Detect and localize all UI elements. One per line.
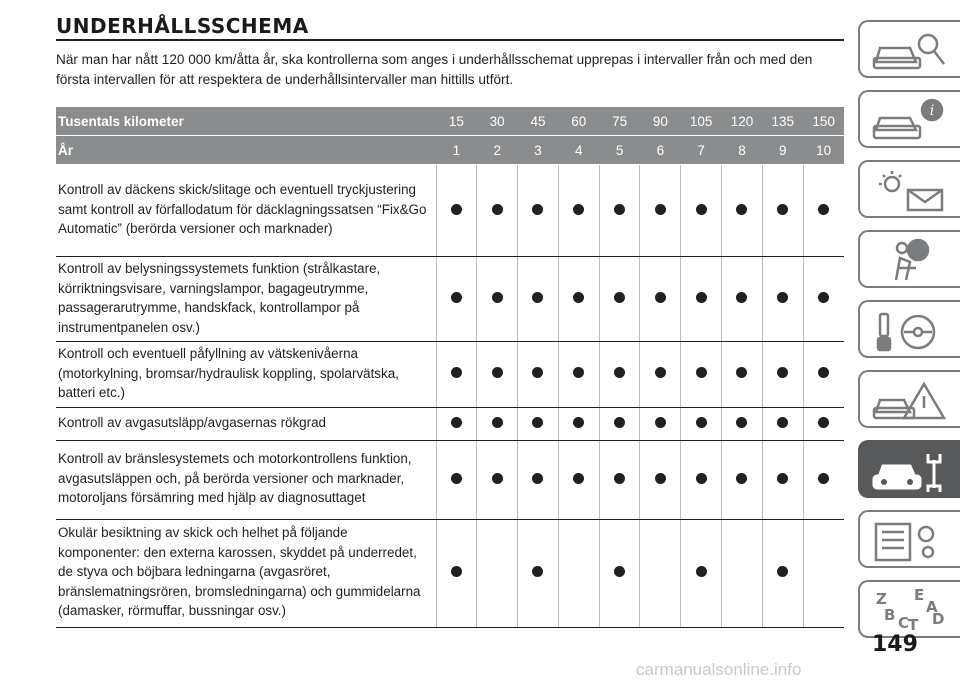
interval-cell	[436, 440, 477, 519]
interval-cell	[477, 519, 518, 627]
check-dot	[655, 473, 666, 484]
check-dot	[573, 417, 584, 428]
table-row	[56, 407, 844, 440]
check-description: Kontroll av bränslesystemets och motorkontrollens funktion, avgasutsläppen och, på berörda versioner och marknader, motoroljans försämring med hjälp av diagnosuttaget	[56, 440, 436, 519]
interval-cell	[518, 257, 559, 342]
interval-cell	[436, 519, 477, 627]
interval-cell	[518, 407, 559, 440]
interval-cell	[803, 342, 844, 408]
interval-cell	[803, 257, 844, 342]
check-dot	[777, 417, 788, 428]
check-dot	[818, 367, 829, 378]
check-dot	[777, 367, 788, 378]
check-dot	[818, 292, 829, 303]
check-description: Kontroll av belysningssystemets funktion (strålkastare, körriktningsvisare, varningslampor, bagageutrymme, passagerarutrymme, handskfack, kontrollampor på instrumentpanelen osv.)	[56, 257, 436, 342]
check-dot	[532, 367, 543, 378]
interval-cell	[436, 407, 477, 440]
interval-cell	[681, 407, 722, 440]
svg-text:Z: Z	[876, 590, 887, 608]
interval-cell	[558, 440, 599, 519]
check-dot	[655, 292, 666, 303]
check-dot	[492, 473, 503, 484]
chapter-tab[interactable]	[858, 370, 960, 428]
interval-cell	[722, 257, 763, 342]
check-dot	[492, 204, 503, 215]
check-dot	[777, 204, 788, 215]
page-number: 149	[872, 632, 918, 657]
interval-cell	[681, 257, 722, 342]
check-dot	[614, 566, 625, 577]
svg-text:E: E	[914, 588, 925, 604]
interval-cell	[722, 519, 763, 627]
interval-cell	[803, 165, 844, 257]
chapter-tab[interactable]	[858, 230, 960, 288]
chapter-tab[interactable]	[858, 160, 960, 218]
interval-cell	[436, 165, 477, 257]
km-header-cell: 90	[640, 107, 681, 136]
chapter-tab[interactable]	[858, 90, 960, 148]
chapter-tab[interactable]	[858, 20, 960, 78]
check-dot	[655, 367, 666, 378]
year-header-cell: 3	[518, 136, 559, 165]
interval-cell	[477, 440, 518, 519]
year-header-cell: 2	[477, 136, 518, 165]
interval-cell	[640, 165, 681, 257]
year-header-cell: 5	[599, 136, 640, 165]
check-dot	[492, 417, 503, 428]
check-dot	[655, 417, 666, 428]
svg-text:D: D	[932, 610, 945, 628]
chapter-tab[interactable]	[858, 510, 960, 568]
km-header-cell: 135	[762, 107, 803, 136]
interval-cell	[762, 257, 803, 342]
check-dot	[532, 204, 543, 215]
interval-cell	[762, 165, 803, 257]
interval-cell	[681, 165, 722, 257]
year-header-cell: 7	[681, 136, 722, 165]
km-header-cell: 150	[803, 107, 844, 136]
check-dot	[614, 473, 625, 484]
interval-cell	[599, 407, 640, 440]
interval-cell	[558, 165, 599, 257]
year-header-cell: 1	[436, 136, 477, 165]
check-dot	[777, 292, 788, 303]
check-dot	[492, 367, 503, 378]
check-dot	[818, 473, 829, 484]
check-dot	[451, 473, 462, 484]
intro-paragraph: När man har nått 120 000 km/åtta år, ska kontrollerna som anges i underhållsschemat upprepas i intervaller från och med den första intervallen för att respektera de underhållsintervaller man hittills utfört.	[56, 52, 813, 87]
check-dot	[736, 473, 747, 484]
interval-cell	[722, 440, 763, 519]
check-description: Okulär besiktning av skick och helhet på följande komponenter: den externa karossen, skyddet på underredet, de styva och böjbara ledningarna (avgasröret, bränslematningsrören, bromsledningarna) och gummidelarna (damasker, rörmuffar, bussningar osv.)	[56, 519, 436, 627]
check-dot	[777, 566, 788, 577]
km-header-label: Tusentals kilometer	[56, 107, 436, 136]
check-dot	[614, 292, 625, 303]
interval-cell	[599, 519, 640, 627]
maintenance-table	[56, 107, 844, 628]
interval-cell	[477, 407, 518, 440]
interval-cell	[436, 257, 477, 342]
km-header-cell: 30	[477, 107, 518, 136]
table-row	[56, 165, 844, 257]
check-dot	[614, 204, 625, 215]
interval-cell	[477, 165, 518, 257]
interval-cell	[518, 342, 559, 408]
check-description: Kontroll av däckens skick/slitage och eventuell tryckjustering samt kontroll av förfallodatum för däcklagningssatsen “Fix&Go Automatic” (berörda versioner och marknader)	[56, 165, 436, 257]
page-title: UNDERHÅLLSSCHEMA	[56, 14, 309, 38]
check-dot	[818, 204, 829, 215]
check-dot	[655, 204, 666, 215]
check-dot	[573, 204, 584, 215]
km-header-row	[56, 107, 844, 136]
check-dot	[696, 566, 707, 577]
svg-text:T: T	[908, 616, 919, 634]
interval-cell	[762, 407, 803, 440]
interval-cell	[436, 342, 477, 408]
year-header-cell: 10	[803, 136, 844, 165]
km-header-cell: 45	[518, 107, 559, 136]
interval-cell	[477, 342, 518, 408]
chapter-tab[interactable]	[858, 580, 960, 638]
interval-cell	[722, 165, 763, 257]
check-dot	[573, 292, 584, 303]
check-dot	[736, 367, 747, 378]
check-dot	[532, 566, 543, 577]
check-dot	[451, 566, 462, 577]
year-header-cell: 6	[640, 136, 681, 165]
table-row	[56, 440, 844, 519]
check-dot	[696, 367, 707, 378]
svg-text:B: B	[884, 606, 896, 624]
check-dot	[492, 292, 503, 303]
check-dot	[532, 292, 543, 303]
check-dot	[614, 417, 625, 428]
interval-cell	[681, 440, 722, 519]
check-dot	[532, 473, 543, 484]
interval-cell	[599, 440, 640, 519]
chapter-tab[interactable]	[858, 440, 960, 498]
interval-cell	[640, 440, 681, 519]
interval-cell	[640, 342, 681, 408]
check-dot	[696, 417, 707, 428]
interval-cell	[640, 519, 681, 627]
title-divider	[56, 39, 844, 41]
check-dot	[573, 473, 584, 484]
interval-cell	[558, 407, 599, 440]
svg-text:A: A	[926, 598, 938, 616]
check-description: Kontroll och eventuell påfyllning av vätskenivåerna (motorkylning, bromsar/hydraulisk koppling, spolarvätska, batteri etc.)	[56, 342, 436, 408]
check-dot	[532, 417, 543, 428]
check-dot	[818, 417, 829, 428]
interval-cell	[762, 519, 803, 627]
check-dot	[736, 204, 747, 215]
check-dot	[696, 292, 707, 303]
interval-cell	[640, 257, 681, 342]
interval-cell	[640, 407, 681, 440]
check-description: Kontroll av avgasutsläpp/avgasernas rökgrad	[56, 407, 436, 440]
check-dot	[736, 292, 747, 303]
interval-cell	[803, 440, 844, 519]
year-header-label: År	[56, 136, 436, 165]
svg-text:C: C	[898, 614, 910, 632]
interval-cell	[762, 342, 803, 408]
km-header-cell: 60	[558, 107, 599, 136]
year-header-cell: 9	[762, 136, 803, 165]
interval-cell	[558, 519, 599, 627]
check-dot	[451, 417, 462, 428]
check-dot	[451, 204, 462, 215]
km-header-cell: 75	[599, 107, 640, 136]
interval-cell	[722, 342, 763, 408]
km-header-cell: 15	[436, 107, 477, 136]
interval-cell	[558, 257, 599, 342]
interval-cell	[803, 519, 844, 627]
interval-cell	[681, 342, 722, 408]
svg-text:i: i	[929, 103, 935, 119]
check-dot	[777, 473, 788, 484]
check-dot	[573, 367, 584, 378]
interval-cell	[599, 342, 640, 408]
km-header-cell: 120	[722, 107, 763, 136]
table-row	[56, 342, 844, 408]
interval-cell	[722, 407, 763, 440]
interval-cell	[599, 257, 640, 342]
interval-cell	[558, 342, 599, 408]
check-dot	[451, 367, 462, 378]
check-dot	[736, 417, 747, 428]
interval-cell	[477, 257, 518, 342]
km-header-cell: 105	[681, 107, 722, 136]
interval-cell	[518, 165, 559, 257]
interval-cell	[803, 407, 844, 440]
interval-cell	[518, 440, 559, 519]
year-header-cell: 8	[722, 136, 763, 165]
check-dot	[696, 204, 707, 215]
interval-cell	[518, 519, 559, 627]
check-dot	[696, 473, 707, 484]
check-dot	[451, 292, 462, 303]
year-header-cell: 4	[558, 136, 599, 165]
chapter-tab[interactable]	[858, 300, 960, 358]
interval-cell	[599, 165, 640, 257]
table-row	[56, 519, 844, 627]
interval-cell	[681, 519, 722, 627]
interval-cell	[762, 440, 803, 519]
watermark: carmanualsonline.info	[636, 660, 802, 679]
check-dot	[614, 367, 625, 378]
year-header-row	[56, 136, 844, 165]
table-row	[56, 257, 844, 342]
